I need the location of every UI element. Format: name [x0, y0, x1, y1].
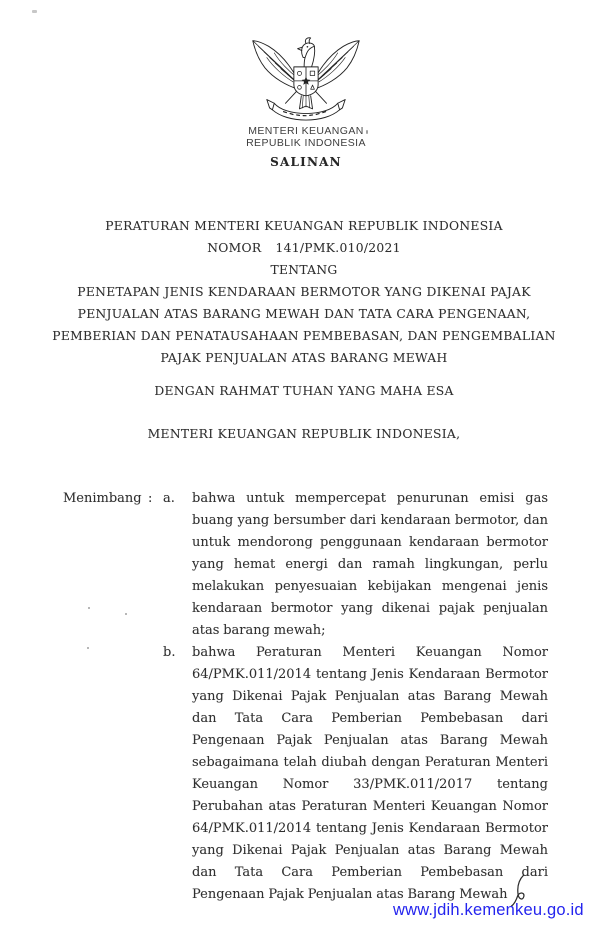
- regulation-number-line: [30, 237, 578, 259]
- item-b-marker: b.: [163, 645, 176, 660]
- menimbang-item-b: [163, 642, 548, 906]
- document-header: [0, 36, 612, 169]
- salinan-stamp: SALINAN: [270, 155, 342, 169]
- scan-artifact-dot: [88, 607, 90, 609]
- ministry-name: MENTERI KEUANGAN: [248, 125, 364, 137]
- scan-artifact-mark: [366, 130, 368, 134]
- garuda-pancasila-emblem: [250, 36, 362, 122]
- scan-artifact-dot: [87, 647, 89, 649]
- regulation-title-line1: PERATURAN MENTERI KEUANGAN REPUBLIK INDONESIA: [105, 219, 503, 233]
- republic-name: REPUBLIK INDONESIA: [246, 137, 366, 149]
- nomor-label: NOMOR: [207, 241, 262, 255]
- menimbang-item-a: [163, 488, 548, 642]
- nomor-value: 141/PMK.010/2021: [275, 241, 401, 255]
- tentang-label: TENTANG: [270, 263, 338, 277]
- regulation-title-block: [30, 215, 578, 369]
- subject-line-2: PENJUALAN ATAS BARANG MEWAH DAN TATA CARA PENGENAAN,: [77, 307, 531, 321]
- motto-line: DENGAN RAHMAT TUHAN YANG MAHA ESA: [154, 384, 454, 398]
- item-b-text: bahwa Peraturan Menteri Keuangan Nomor 64/PMK.011/2014 tentang Jenis Kendaraan Bermotor yang Dikenai Pajak Penjualan atas Barang Mewah dan Tata Cara Pemberian Pembebasan dari Pengenaan Pajak Penjualan atas Barang Mewah sebagaimana telah diubah dengan Peraturan Menteri Keuangan Nomor 33/PMK.011/2017 tentang Perubahan atas Peraturan Menteri Keuangan Nomor 64/PMK.011/2014 tentang Jenis Kendaraan Bermotor yang Dikenai Pajak Penjualan atas Barang Mewah dan Tata Cara Pemberian Pembebasan dari Pengenaan Pajak Penjualan atas Barang Mewah: [192, 645, 548, 902]
- issuer-line: MENTERI KEUANGAN REPUBLIK INDONESIA,: [147, 427, 461, 441]
- subject-line-3: PEMBERIAN DAN PENATAUSAHAAN PEMBEBASAN, DAN PENGEMBALIAN: [52, 329, 556, 343]
- subject-line-1: PENETAPAN JENIS KENDARAAN BERMOTOR YANG DIKENAI PAJAK: [77, 285, 531, 299]
- menimbang-section: [63, 488, 548, 906]
- menimbang-colon: :: [148, 491, 153, 506]
- item-a-marker: a.: [163, 491, 175, 506]
- jdih-kemenkeu-link[interactable]: www.jdih.kemenkeu.go.id: [393, 901, 584, 919]
- menimbang-label: Menimbang: [63, 491, 142, 506]
- scan-artifact-dot: [125, 613, 127, 615]
- subject-line-4: PAJAK PENJUALAN ATAS BARANG MEWAH: [160, 351, 448, 365]
- scan-artifact-smudge: [32, 10, 37, 13]
- menimbang-items: [163, 488, 548, 906]
- item-a-text: bahwa untuk mempercepat penurunan emisi gas buang yang bersumber dari kendaraan bermotor, dan untuk mendorong penggunaan kendaraan bermotor yang hemat energi dan ramah lingkungan, perlu melakukan penyesuaian kebijakan mengenai jenis kendaraan bermotor yang dikenai pajak penjualan atas barang mewah;: [192, 491, 548, 638]
